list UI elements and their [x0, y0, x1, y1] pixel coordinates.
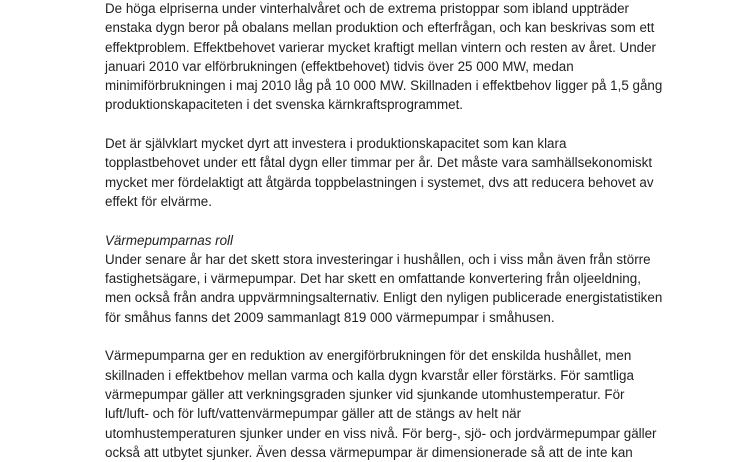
paragraph-4: [105, 346, 740, 462]
text-line: värmepumpar gäller att verkningsgraden sjunker vid sjunkande utomhustemperatur. För: [105, 386, 625, 402]
text-line: fastighetsägare, i värmepumpar. Det har skett en omfattande konvertering från oljeeldning,: [105, 271, 641, 287]
text-line: för småhus fanns det 2009 sammanlagt 819 000 värmepumpar i småhusen.: [105, 309, 555, 325]
paragraph-2: [105, 134, 740, 211]
text-line: topplastbehovet under ett fåtal dygn eller timmar per år. Det måste vara samhällsekonomiskt: [105, 155, 653, 171]
section-heading: Värmepumparnas roll: [105, 232, 234, 248]
paragraph-spacer: [105, 327, 740, 346]
paragraph-spacer: [105, 211, 740, 230]
section-3: [105, 231, 740, 327]
text-line: luft/luft- och för luft/vattenvärmepumpar gäller att de stängs av helt när: [105, 406, 522, 422]
text-line: produktionskapaciteten i det svenska kärnkraftsprogrammet.: [105, 97, 464, 113]
paragraph-1: [105, 0, 740, 115]
text-line: mycket mer fördelaktigt att åtgärda toppbelastningen i systemet, dvs att reducera behovet av: [105, 174, 654, 190]
text-line: Under senare år har det skett stora investeringar i hushållen, och i viss mån även från större: [105, 251, 651, 267]
text-line: också att utbytet sjunker. Även dessa värmepumpar är dimensionerade så att de inte kan: [105, 444, 633, 460]
paragraph-spacer: [105, 115, 740, 134]
text-line: Värmepumparna ger en reduktion av energiförbrukningen för det enskilda hushållet, men: [105, 348, 632, 364]
text-line: Det är självklart mycket dyrt att investera i produktionskapacitet som kan klara: [105, 136, 567, 152]
text-line: minimiförbrukningen i maj 2010 låg på 10 000 MW. Skillnaden i effektbehov ligger på 1,5 gång: [105, 78, 663, 94]
text-line: utomhustemperaturen sjunker under en viss nivå. För berg-, sjö- och jordvärmepumpar gäller: [105, 425, 657, 441]
text-line: januari 2010 var elförbrukningen (effektbehovet) tidvis över 25 000 MW, medan: [105, 58, 574, 74]
text-line: effekt för elvärme.: [105, 193, 212, 209]
text-line: De höga elpriserna under vinterhalvåret och de extrema pristoppar som ibland uppträder: [105, 1, 630, 16]
text-line: effektproblem. Effektbehovet varierar mycket kraftigt mellan vintern och resten av året. Under: [105, 39, 657, 55]
text-line: skillnaden i effektbehov mellan varma och kalla dygn kvarstår eller förstärks. För samtliga: [105, 367, 634, 383]
document-body: [105, 0, 740, 462]
text-line: men också från andra uppvärmningsalternativ. Enligt den nyligen publicerade energistatistiken: [105, 290, 663, 306]
text-line: enstaka dygn beror på obalans mellan produktion och efterfrågan, och kan beskrivas som ett: [105, 20, 655, 36]
